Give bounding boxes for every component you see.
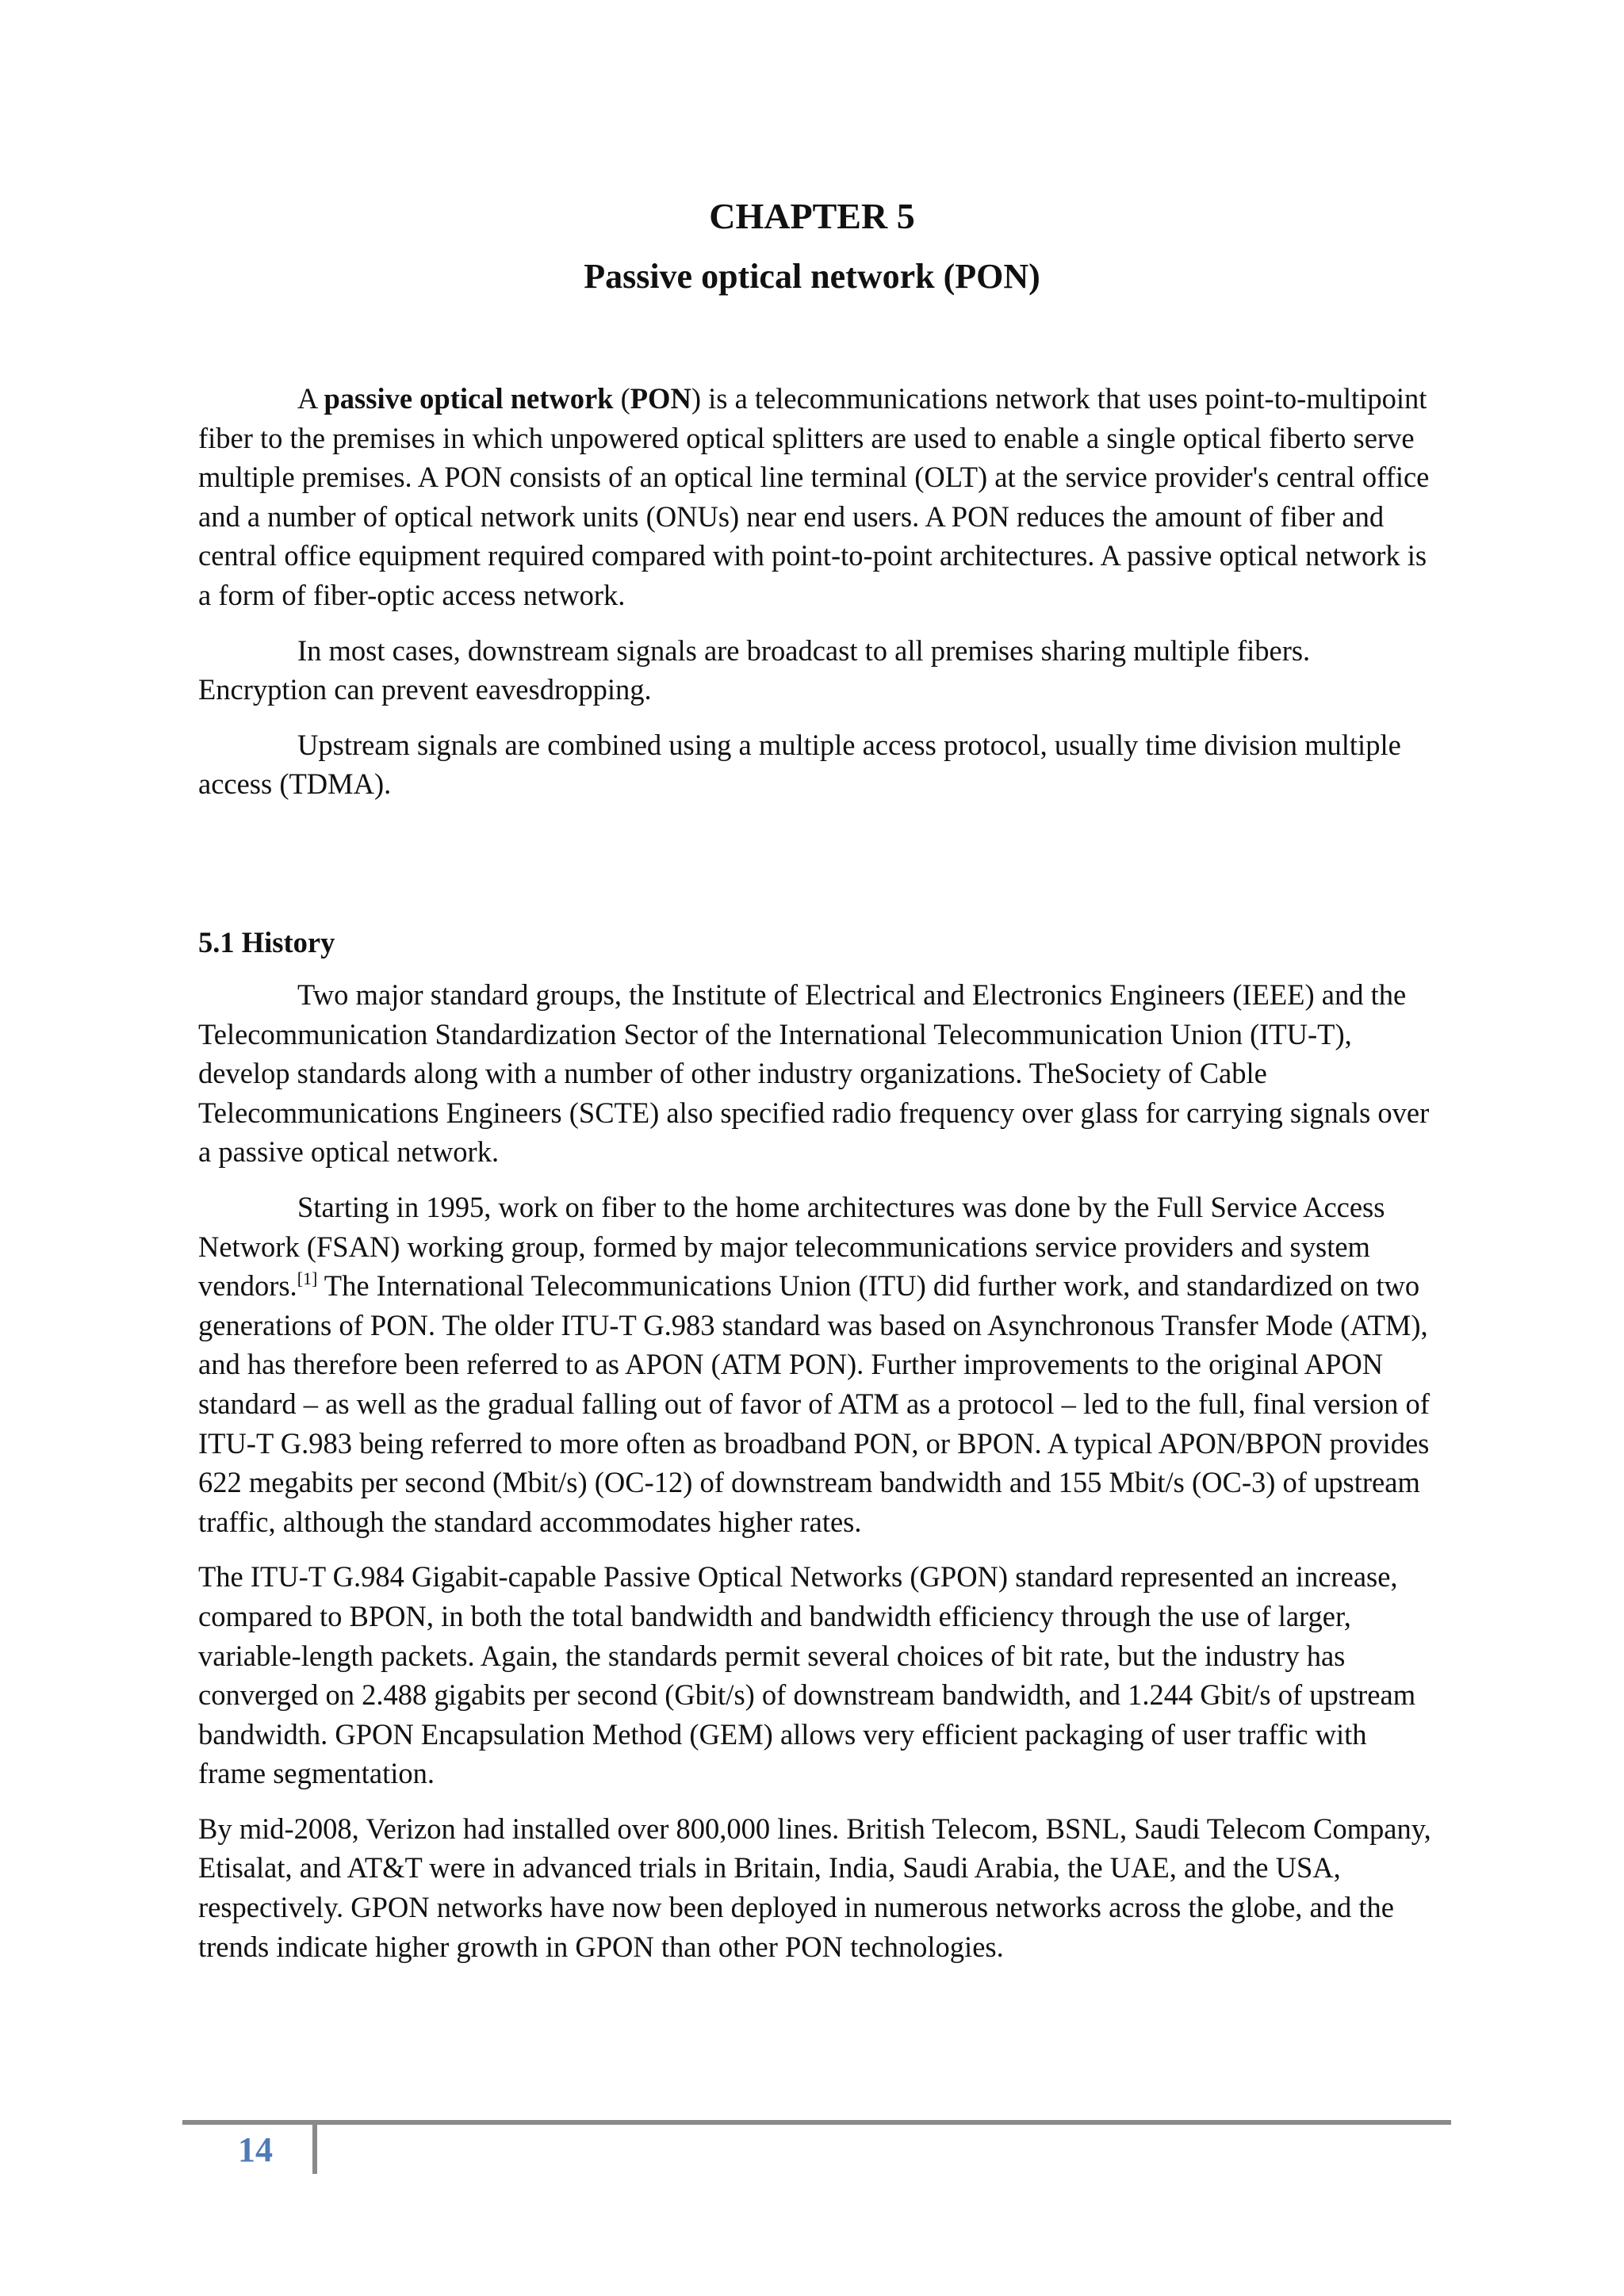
intro-paragraph-3: Upstream signals are combined using a multiple access protocol, usually time division multiple access (TDMA). [198, 728, 1401, 801]
citation-ref[interactable]: [1] [297, 1269, 318, 1289]
history-paragraph-4: By mid-2008, Verizon had installed over 800,000 lines. British Telecom, BSNL, Saudi Telecom Company, Etisalat, and AT&T were in advanced trials in Britain, India, Saudi Arabia, the UAE, and the USA, respectively. GPON networks have now been deployed in numerous networks across the globe, and the trends indicate higher growth in GPON than other PON technologies. [198, 1812, 1431, 1963]
intro-lead: A [297, 382, 324, 415]
history-p2-before: Starting in 1995, work on fiber to the home architectures was done by the Full Service Access Network (FSAN) working group, formed by major telecommunications service providers and system vendors. [198, 1190, 1385, 1303]
history-paragraph-3: The ITU-T G.984 Gigabit-capable Passive Optical Networks (GPON) standard represented an increase, compared to BPON, in both the total bandwidth and bandwidth efficiency through the use of larger, variable-length packets. Again, the standards permit several choices of bit rate, but the industry has converged on 2.488 gigabits per second (Gbit/s) of downstream bandwidth, and 1.244 Gbit/s of upstream bandwidth. GPON Encapsulation Method (GEM) allows very efficient packaging of user traffic with frame segmentation. [198, 1560, 1416, 1790]
intro-paren-open: ( [613, 382, 630, 415]
chapter-title: Passive optical network (PON) [584, 257, 1040, 296]
page-number: 14 [238, 2130, 273, 2169]
chapter-label: CHAPTER 5 [709, 196, 915, 236]
term-passive-optical-network: passive optical network [324, 382, 614, 415]
section-heading-history: 5.1 History [198, 926, 335, 959]
intro-rest: ) is a telecommunications network that uses point-to-multipoint fiber to the premises in which unpowered optical splitters are used to enable a single optical fiberto serve multiple premises. A PON consists of an optical line terminal (OLT) at the service provider's central office and a number of optical network units (ONUs) near end users. A PON reduces the amount of fiber and central office equipment required compared with point-to-point architectures. A passive optical network is a form of fiber-optic access network. [198, 382, 1430, 611]
footer-rule [182, 2120, 1451, 2125]
intro-paragraph-1 [198, 379, 1435, 615]
history-paragraph-2 [198, 1188, 1435, 1541]
footer-divider-tick [312, 2123, 317, 2174]
chapter-header [0, 190, 1624, 303]
intro-section [198, 379, 1435, 820]
history-p2-after: The International Telecommunications Union (ITU) did further work, and standardized on two generations of PON. The older ITU-T G.983 standard was based on Asynchronous Transfer Mode (ATM), and has therefore been referred to as APON (ATM PON). Further improvements to the original APON standard – as well as the gradual falling out of favor of ATM as a protocol – led to the full, final version of ITU-T G.983 being referred to more often as broadband PON, or BPON. A typical APON/BPON provides 622 megabits per second (Mbit/s) (OC-12) of downstream bandwidth and 155 Mbit/s (OC-3) of upstream traffic, although the standard accommodates higher rates. [198, 1269, 1430, 1538]
term-pon: PON [630, 382, 691, 415]
history-section [198, 975, 1435, 1982]
intro-paragraph-2: In most cases, downstream signals are broadcast to all premises sharing multiple fibers. Encryption can prevent eavesdropping. [198, 633, 1311, 706]
history-paragraph-1: Two major standard groups, the Institute of Electrical and Electronics Engineers (IEEE) and the Telecommunication Standardization Sector of the International Telecommunication Union (ITU-T), develop standards along with a number of other industry organizations. TheSociety of Cable Telecommunications Engineers (SCTE) also specified radio frequency over glass for carrying signals over a passive optical network. [198, 978, 1430, 1169]
